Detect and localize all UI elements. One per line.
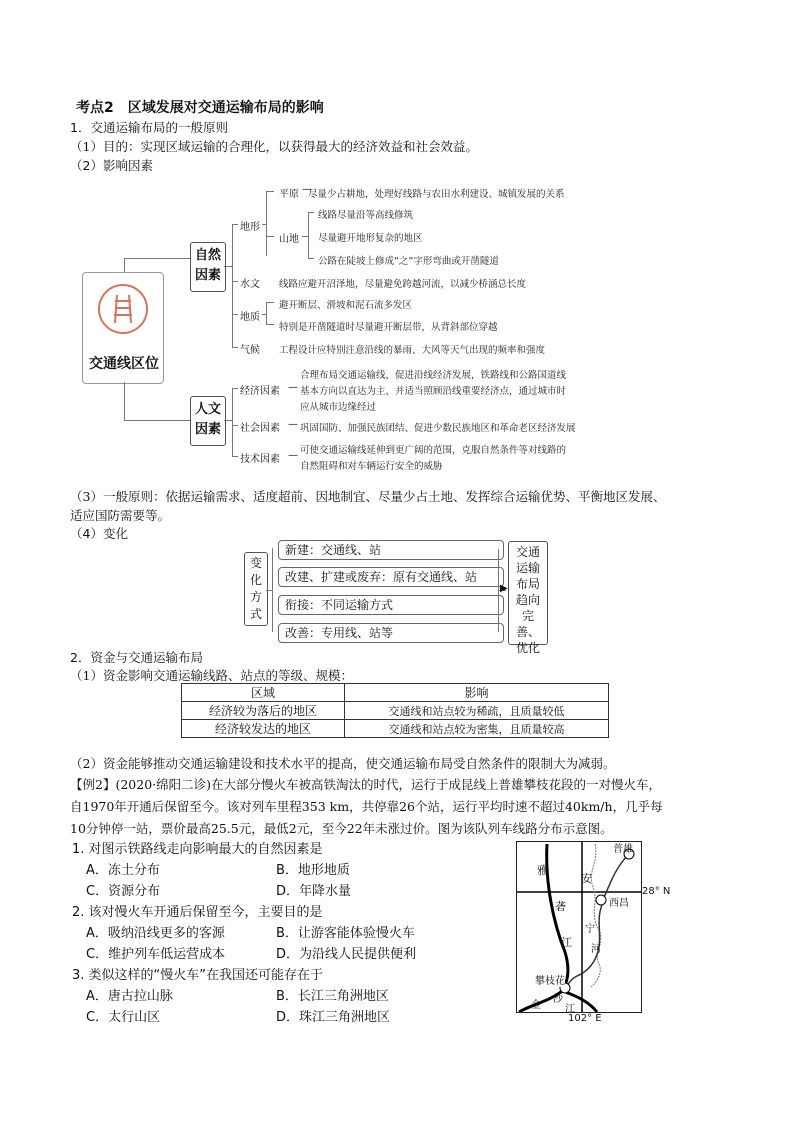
option[interactable]: A．冻土分布 (86, 863, 160, 878)
social-label: 社会因素 (240, 423, 280, 434)
table-header: 影响 (345, 684, 609, 702)
mountain-label: 山地 (279, 234, 299, 245)
s1-change: （4）变化 (70, 526, 128, 541)
example-line3: 10分钟停一站，票价最高25.5元，最低2元，至今22年未涨过价。图为该队列车线路分布示意图。 (70, 821, 613, 836)
option[interactable]: A．吸纳沿线更多的客源 (86, 926, 225, 941)
table-row: 经济较发达的地区 交通线和站点较为密集，且质量较高 (182, 720, 609, 738)
s1-factors: （2）影响因素 (70, 158, 153, 173)
option[interactable]: B．长江三角洲地区 (276, 989, 389, 1004)
geo-label: 地质 (240, 312, 260, 323)
s1-purpose: （1）目的：实现区域运输的合理化，以获得最大的经济效益和社会效益。 (70, 139, 478, 154)
s2-2: （2）资金能够推动交通运输建设和技术水平的提高，使交通运输布局受自然条件的限制大为减弱。 (70, 756, 616, 771)
table-header: 区域 (182, 684, 345, 702)
railway-icon (97, 283, 149, 335)
econ-label: 经济因素 (240, 386, 280, 397)
example-line1: 【例2】(2020·绵阳二诊)在大部分慢火车被高铁淘汰的时代，运行于成昆线上普雄攀枝花段的一对慢火车， (70, 777, 661, 792)
s1-principle-b: 适应国防需要等。 (70, 508, 171, 523)
change-item: 新建：交通线、站 (278, 540, 504, 560)
lat-label: 28° N (642, 886, 671, 897)
change-right-box: 交通运输布局趋向完善、优化 (508, 541, 548, 645)
s2-1: （1）资金影响交通运输线路、站点的等级、规模： (70, 668, 353, 683)
center-box (82, 272, 164, 384)
table-row: 经济较为落后的地区 交通线和站点较为稀疏，且质量较低 (182, 702, 609, 720)
tech-label: 技术因素 (240, 454, 280, 465)
region-table (181, 683, 609, 738)
s1-principle-a: （3）一般原则：依据运输需求、适度超前、因地制宜、尽量少占土地、发挥综合运输优势、平衡地区发展、 (70, 489, 666, 504)
change-item: 改善：专用线、站等 (278, 623, 504, 643)
change-item: 改建、扩建或废弃：原有交通线、站 (278, 567, 504, 587)
option[interactable]: B．地形地质 (276, 863, 350, 878)
option[interactable]: B．让游客能体验慢火车 (276, 926, 415, 941)
section-title: 考点2 区域发展对交通运输布局的影响 (76, 100, 324, 116)
s1-heading: 1．交通运输布局的一般原则 (70, 120, 228, 135)
terrain-label: 地形 (240, 222, 260, 233)
change-item: 衔接：不同运输方式 (278, 595, 504, 615)
center-label: 交通线区位 (89, 356, 159, 372)
railway-map: 普雄 西昌 攀枝花 雅 安 砻 宁 江 河 金 沙 江 (516, 841, 642, 1013)
human-box: 人文因素 (190, 396, 226, 446)
option[interactable]: D．为沿线人民提供便利 (276, 947, 417, 962)
option[interactable]: D．珠江三角洲地区 (276, 1010, 391, 1025)
s2-heading: 2．资金与交通运输布局 (70, 650, 203, 665)
option[interactable]: A．唐古拉山脉 (86, 989, 173, 1004)
example-line2: 自1970年开通后保留至今。该对列车里程353 km，共停靠26个站，运行平均时速不超过40km/h，几乎每 (70, 799, 663, 814)
climate-label: 气候 (240, 345, 260, 356)
change-left-box: 变化方式 (244, 552, 268, 626)
plain-label: 平原 (279, 189, 299, 200)
option[interactable]: C．维护列车低运营成本 (86, 947, 226, 962)
option[interactable]: D．年降水量 (276, 884, 352, 899)
option[interactable]: C．太行山区 (86, 1010, 161, 1025)
natural-box: 自然因素 (190, 242, 226, 292)
option[interactable]: C．资源分布 (86, 884, 161, 899)
lon-label: 102° E (568, 1013, 602, 1024)
hydro-label: 水文 (240, 279, 260, 290)
